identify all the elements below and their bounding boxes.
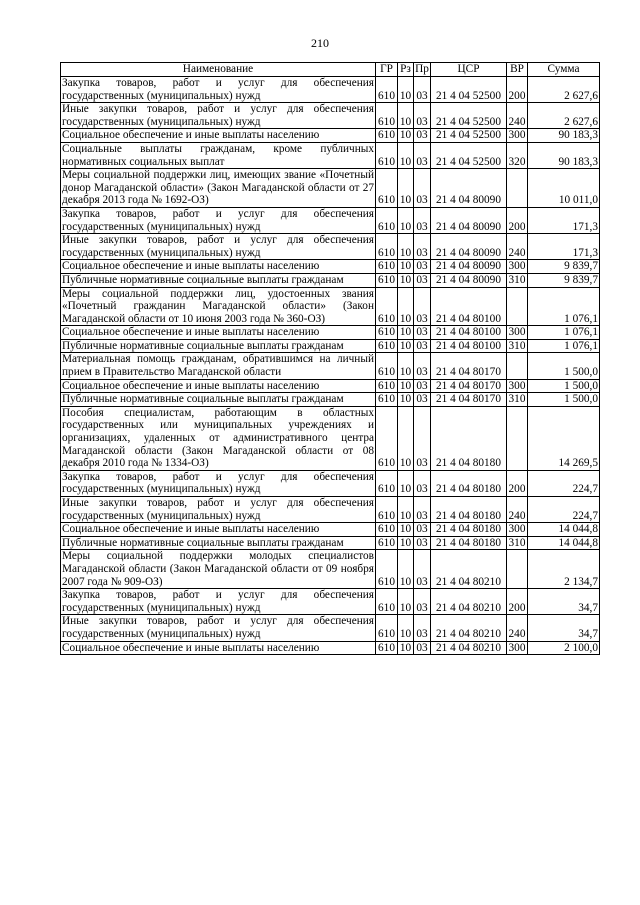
- header-csr: ЦСР: [431, 63, 507, 77]
- cell-sum: 224,7: [528, 470, 600, 496]
- cell-csr: 21 4 04 80090: [431, 260, 507, 274]
- cell-csr: 21 4 04 80210: [431, 641, 507, 655]
- table-row: [61, 550, 600, 589]
- cell-name: Публичные нормативные социальные выплаты гражданам: [61, 536, 376, 550]
- cell-gr: 610: [376, 77, 398, 103]
- cell-gr: 610: [376, 379, 398, 393]
- cell-pr: 03: [414, 523, 431, 537]
- cell-vr: [507, 550, 528, 589]
- cell-vr: 300: [507, 326, 528, 340]
- cell-vr: 200: [507, 589, 528, 615]
- cell-csr: 21 4 04 80210: [431, 589, 507, 615]
- cell-gr: 610: [376, 287, 398, 326]
- table-row: [61, 260, 600, 274]
- cell-sum: 1 076,1: [528, 326, 600, 340]
- cell-csr: 21 4 04 80170: [431, 353, 507, 379]
- cell-vr: 320: [507, 142, 528, 168]
- cell-vr: 240: [507, 497, 528, 523]
- cell-gr: 610: [376, 641, 398, 655]
- cell-gr: 610: [376, 470, 398, 496]
- cell-name: Меры социальной поддержки молодых специалистов Магаданской области (Закон Магаданской области от 09 ноября 2007 года № 909-ОЗ): [62, 550, 374, 588]
- header-rz: Рз: [398, 63, 414, 77]
- cell-vr: 300: [507, 379, 528, 393]
- cell-vr: 310: [507, 393, 528, 407]
- cell-rz: 10: [398, 379, 414, 393]
- cell-pr: 03: [414, 103, 431, 129]
- cell-gr: 610: [376, 536, 398, 550]
- cell-csr: 21 4 04 80100: [431, 287, 507, 326]
- cell-sum: 14 044,8: [528, 536, 600, 550]
- cell-gr: 610: [376, 326, 398, 340]
- table-row: [61, 589, 600, 615]
- budget-table: [60, 62, 600, 655]
- cell-name: Закупка товаров, работ и услуг для обеспечения государственных (муниципальных) нужд: [62, 207, 374, 233]
- cell-gr: 610: [376, 234, 398, 260]
- cell-name: Социальное обеспечение и иные выплаты населению: [61, 260, 376, 274]
- cell-pr: 03: [414, 379, 431, 393]
- cell-rz: 10: [398, 589, 414, 615]
- cell-gr: 610: [376, 406, 398, 470]
- table-row: [61, 470, 600, 496]
- page-number: 210: [311, 36, 329, 50]
- cell-pr: 03: [414, 641, 431, 655]
- cell-rz: 10: [398, 273, 414, 287]
- cell-gr: 610: [376, 393, 398, 407]
- cell-name: Закупка товаров, работ и услуг для обеспечения государственных (муниципальных) нужд: [62, 470, 374, 496]
- cell-csr: 21 4 04 80090: [431, 234, 507, 260]
- cell-csr: 21 4 04 80090: [431, 273, 507, 287]
- cell-rz: 10: [398, 393, 414, 407]
- header-name: Наименование: [61, 63, 376, 77]
- cell-sum: 2 627,6: [528, 77, 600, 103]
- cell-csr: 21 4 04 80180: [431, 497, 507, 523]
- table-row: [61, 207, 600, 233]
- cell-sum: 1 076,1: [528, 287, 600, 326]
- cell-vr: 310: [507, 273, 528, 287]
- cell-csr: 21 4 04 80100: [431, 326, 507, 340]
- table-row: [61, 103, 600, 129]
- cell-pr: 03: [414, 615, 431, 641]
- cell-sum: 224,7: [528, 497, 600, 523]
- cell-name: Социальное обеспечение и иные выплаты населению: [61, 523, 376, 537]
- cell-gr: 610: [376, 129, 398, 143]
- cell-csr: 21 4 04 80180: [431, 536, 507, 550]
- cell-name: Закупка товаров, работ и услуг для обеспечения государственных (муниципальных) нужд: [62, 77, 374, 102]
- cell-name: Социальное обеспечение и иные выплаты населению: [61, 641, 376, 655]
- cell-csr: 21 4 04 80090: [431, 169, 507, 208]
- cell-vr: 300: [507, 260, 528, 274]
- table-row: [61, 353, 600, 379]
- cell-name: Публичные нормативные социальные выплаты гражданам: [61, 273, 376, 287]
- header-pr: Пр: [415, 63, 429, 76]
- cell-pr: 03: [414, 287, 431, 326]
- cell-name: Иные закупки товаров, работ и услуг для обеспечения государственных (муниципальных) нужд: [62, 615, 374, 640]
- cell-csr: 21 4 04 80180: [431, 523, 507, 537]
- cell-rz: 10: [398, 641, 414, 655]
- cell-rz: 10: [398, 615, 414, 641]
- cell-vr: 240: [507, 234, 528, 260]
- cell-sum: 1 500,0: [528, 353, 600, 379]
- cell-vr: 300: [507, 641, 528, 655]
- cell-rz: 10: [398, 523, 414, 537]
- cell-rz: 10: [398, 287, 414, 326]
- cell-sum: 171,3: [528, 207, 600, 233]
- cell-vr: 310: [507, 339, 528, 353]
- cell-vr: 200: [507, 207, 528, 233]
- cell-rz: 10: [398, 234, 414, 260]
- cell-pr: 03: [414, 497, 431, 523]
- cell-gr: 610: [376, 103, 398, 129]
- cell-gr: 610: [376, 589, 398, 615]
- cell-name: Иные закупки товаров, работ и услуг для обеспечения государственных (муниципальных) нужд: [62, 103, 374, 128]
- cell-pr: 03: [414, 207, 431, 233]
- cell-gr: 610: [376, 339, 398, 353]
- cell-name: Закупка товаров, работ и услуг для обеспечения государственных (муниципальных) нужд: [62, 589, 374, 614]
- table-row: [61, 326, 600, 340]
- cell-vr: 240: [507, 103, 528, 129]
- header-vr: ВР: [507, 63, 528, 77]
- cell-rz: 10: [398, 169, 414, 208]
- cell-csr: 21 4 04 52500: [431, 142, 507, 168]
- cell-vr: [507, 287, 528, 326]
- cell-sum: 14 269,5: [528, 406, 600, 470]
- table-row: [61, 523, 600, 537]
- cell-sum: 1 500,0: [528, 379, 600, 393]
- cell-pr: 03: [414, 339, 431, 353]
- cell-name: Социальное обеспечение и иные выплаты населению: [61, 379, 376, 393]
- cell-vr: 240: [507, 615, 528, 641]
- cell-csr: 21 4 04 80180: [431, 470, 507, 496]
- cell-csr: 21 4 04 80170: [431, 393, 507, 407]
- cell-name: Пособия специалистам, работающим в областных государственных или муниципальных учреждениях и организациях, удаленных от административного центра Магаданской области (Закон Магаданской области от 08 декабря 2010 года № 1334-ОЗ): [62, 406, 374, 470]
- cell-pr: 03: [414, 326, 431, 340]
- table-row: [61, 497, 600, 523]
- cell-sum: 90 183,3: [528, 129, 600, 143]
- cell-vr: 200: [507, 77, 528, 103]
- cell-name: Публичные нормативные социальные выплаты гражданам: [61, 393, 376, 407]
- cell-sum: 1 500,0: [528, 393, 600, 407]
- cell-rz: 10: [398, 406, 414, 470]
- cell-rz: 10: [398, 326, 414, 340]
- table-row: [61, 393, 600, 407]
- table-row: [61, 641, 600, 655]
- cell-pr: 03: [414, 273, 431, 287]
- cell-csr: 21 4 04 80100: [431, 339, 507, 353]
- table-header-row: [61, 63, 600, 77]
- cell-rz: 10: [398, 77, 414, 103]
- cell-rz: 10: [398, 339, 414, 353]
- table-row: [61, 339, 600, 353]
- cell-name: Социальное обеспечение и иные выплаты населению: [61, 326, 376, 340]
- cell-pr: 03: [414, 550, 431, 589]
- cell-name: Иные закупки товаров, работ и услуг для обеспечения государственных (муниципальных) нужд: [62, 234, 374, 259]
- cell-csr: 21 4 04 52500: [431, 129, 507, 143]
- cell-sum: 2 627,6: [528, 103, 600, 129]
- cell-csr: 21 4 04 52500: [431, 77, 507, 103]
- cell-rz: 10: [398, 207, 414, 233]
- cell-gr: 610: [376, 169, 398, 208]
- table-row: [61, 129, 600, 143]
- table-row: [61, 615, 600, 641]
- cell-name: Меры социальной поддержки лиц, удостоенных звания «Почетный гражданин Магаданской области» (Закон Магаданской области от 10 июня 2003 года № 360-ОЗ): [62, 287, 374, 325]
- cell-pr: 03: [414, 260, 431, 274]
- cell-pr: 03: [414, 393, 431, 407]
- cell-sum: 34,7: [528, 615, 600, 641]
- table-row: [61, 273, 600, 287]
- cell-pr: 03: [414, 470, 431, 496]
- cell-gr: 610: [376, 207, 398, 233]
- header-gr: ГР: [376, 63, 398, 77]
- table-row: [61, 142, 600, 168]
- header-sum: Сумма: [528, 63, 600, 77]
- cell-name: Меры социальной поддержки лиц, имеющих звание «Почетный донор Магаданской области» (Закон Магаданской области от 27 декабря 2013 года № 1692-ОЗ): [62, 169, 374, 207]
- table-row: [61, 379, 600, 393]
- cell-sum: 2 134,7: [528, 550, 600, 589]
- cell-pr: 03: [414, 536, 431, 550]
- cell-name: Публичные нормативные социальные выплаты гражданам: [61, 339, 376, 353]
- cell-sum: 9 839,7: [528, 260, 600, 274]
- cell-pr: 03: [414, 353, 431, 379]
- cell-csr: 21 4 04 80210: [431, 550, 507, 589]
- cell-vr: [507, 169, 528, 208]
- cell-csr: 21 4 04 80210: [431, 615, 507, 641]
- cell-rz: 10: [398, 129, 414, 143]
- cell-pr: 03: [414, 129, 431, 143]
- cell-name: Социальное обеспечение и иные выплаты населению: [61, 129, 376, 143]
- cell-rz: 10: [398, 142, 414, 168]
- cell-vr: [507, 353, 528, 379]
- cell-rz: 10: [398, 536, 414, 550]
- cell-sum: 34,7: [528, 589, 600, 615]
- cell-gr: 610: [376, 615, 398, 641]
- cell-gr: 610: [376, 550, 398, 589]
- cell-pr: 03: [414, 589, 431, 615]
- cell-rz: 10: [398, 470, 414, 496]
- cell-csr: 21 4 04 80170: [431, 379, 507, 393]
- cell-sum: 1 076,1: [528, 339, 600, 353]
- cell-csr: 21 4 04 80090: [431, 207, 507, 233]
- cell-gr: 610: [376, 273, 398, 287]
- cell-sum: 10 011,0: [528, 169, 600, 208]
- cell-name: Социальные выплаты гражданам, кроме публичных нормативных социальных выплат: [62, 142, 374, 168]
- cell-pr: 03: [414, 234, 431, 260]
- cell-gr: 610: [376, 260, 398, 274]
- table-row: [61, 287, 600, 326]
- cell-pr: 03: [414, 77, 431, 103]
- cell-gr: 610: [376, 497, 398, 523]
- cell-sum: 2 100,0: [528, 641, 600, 655]
- cell-name: Материальная помощь гражданам, обратившимся на личный прием в Правительство Магаданской области: [62, 353, 374, 379]
- cell-rz: 10: [398, 260, 414, 274]
- cell-csr: 21 4 04 52500: [431, 103, 507, 129]
- table-row: [61, 169, 600, 208]
- cell-vr: 310: [507, 536, 528, 550]
- cell-pr: 03: [414, 169, 431, 208]
- table-body: [61, 77, 600, 655]
- cell-pr: 03: [414, 142, 431, 168]
- cell-sum: 14 044,8: [528, 523, 600, 537]
- cell-vr: 300: [507, 129, 528, 143]
- cell-sum: 90 183,3: [528, 142, 600, 168]
- cell-sum: 171,3: [528, 234, 600, 260]
- cell-sum: 9 839,7: [528, 273, 600, 287]
- table-row: [61, 77, 600, 103]
- cell-rz: 10: [398, 103, 414, 129]
- cell-pr: 03: [414, 406, 431, 470]
- cell-rz: 10: [398, 550, 414, 589]
- cell-vr: 200: [507, 470, 528, 496]
- table-row: [61, 406, 600, 470]
- cell-csr: 21 4 04 80180: [431, 406, 507, 470]
- cell-vr: [507, 406, 528, 470]
- cell-vr: 300: [507, 523, 528, 537]
- table-row: [61, 536, 600, 550]
- cell-name: Иные закупки товаров, работ и услуг для обеспечения государственных (муниципальных) нужд: [62, 497, 374, 522]
- cell-gr: 610: [376, 523, 398, 537]
- cell-rz: 10: [398, 497, 414, 523]
- cell-gr: 610: [376, 142, 398, 168]
- cell-gr: 610: [376, 353, 398, 379]
- cell-rz: 10: [398, 353, 414, 379]
- table-row: [61, 234, 600, 260]
